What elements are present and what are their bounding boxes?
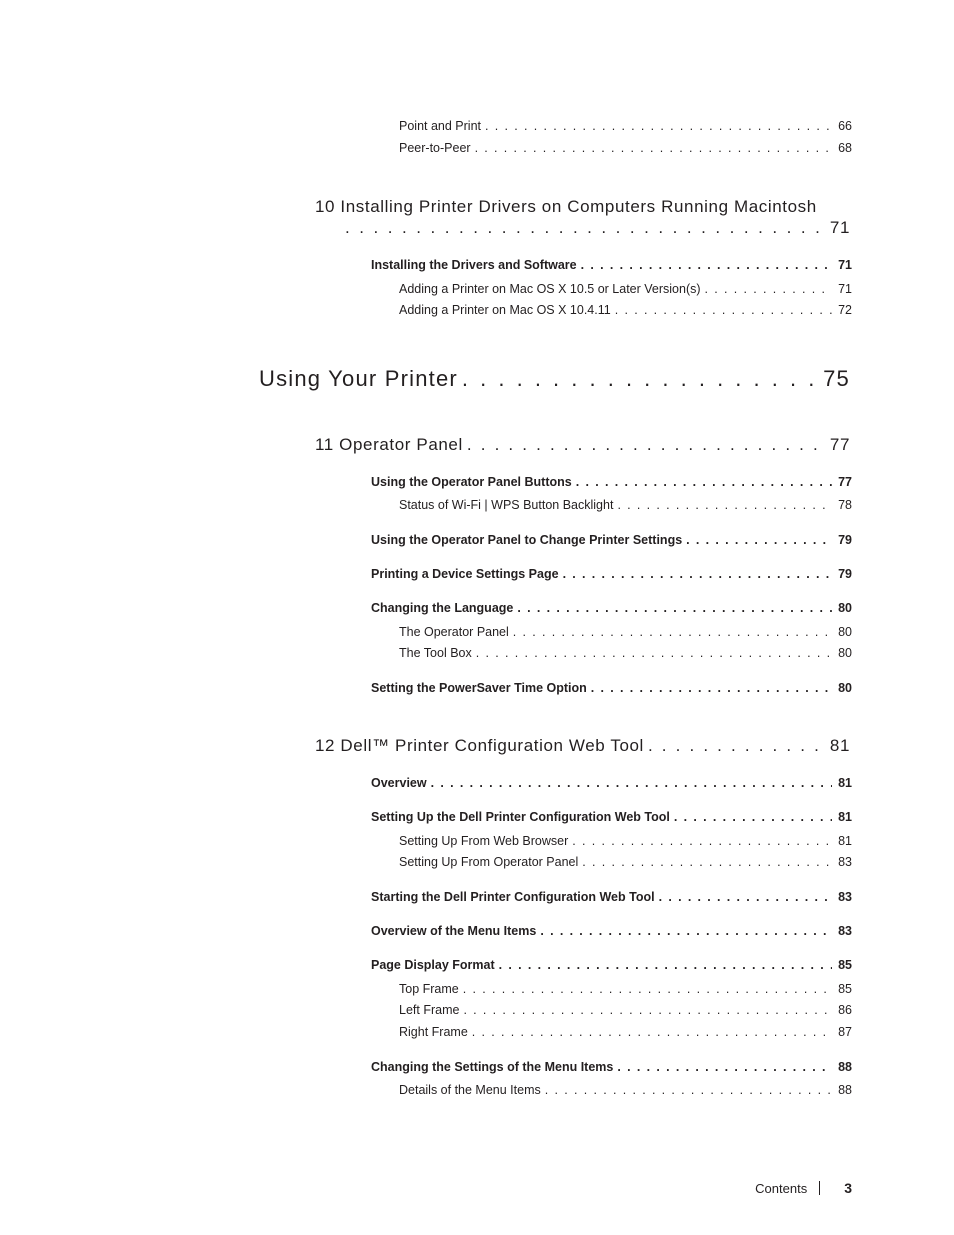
toc-entry-title: Adding a Printer on Mac OS X 10.5 or Later Version(s) (399, 282, 701, 296)
dot-leader (485, 119, 832, 133)
dot-leader (475, 141, 833, 155)
toc-entry-device-settings-page[interactable] (371, 567, 852, 581)
toc-entry-the-operator-panel[interactable] (399, 625, 852, 639)
dot-leader (648, 736, 824, 756)
toc-entry-the-tool-box[interactable] (399, 646, 852, 660)
dot-leader (617, 498, 832, 512)
toc-entry-page: 79 (838, 567, 852, 581)
toc-entry-overview-menu-items[interactable] (371, 924, 852, 938)
toc-entry-title: Printing a Device Settings Page (371, 567, 559, 581)
toc-entry-title: Using the Operator Panel Buttons (371, 475, 572, 489)
dot-leader (582, 855, 832, 869)
toc-entry-right-frame[interactable] (399, 1025, 852, 1039)
toc-entry-page: 71 (838, 258, 852, 272)
dot-leader (463, 982, 832, 996)
toc-entry-starting-web-tool[interactable] (371, 890, 852, 904)
toc-entry-page: 66 (838, 119, 852, 133)
toc-entry-title: The Tool Box (399, 646, 472, 660)
toc-entry-page: 78 (838, 498, 852, 512)
toc-entry-page: 71 (838, 282, 852, 296)
toc-entry-mac-10-5[interactable] (399, 282, 852, 296)
dot-leader (617, 1060, 832, 1074)
toc-entry-title: Setting the PowerSaver Time Option (371, 681, 587, 695)
toc-entry-wifi-backlight[interactable] (399, 498, 852, 512)
toc-entry-setting-up-web-tool[interactable] (371, 810, 852, 824)
toc-entry-changing-settings-menu-items[interactable] (371, 1060, 852, 1074)
toc-entry-page-display-format[interactable] (371, 958, 852, 972)
toc-entry-page: 88 (838, 1083, 852, 1097)
toc-entry-title: Right Frame (399, 1025, 468, 1039)
dot-leader (705, 282, 833, 296)
toc-entry-title: Setting Up From Operator Panel (399, 855, 579, 869)
dot-leader (659, 890, 833, 904)
toc-chapter-page: 81 (829, 736, 850, 755)
toc-entry-page: 77 (838, 475, 852, 489)
toc-entry-title: Setting Up the Dell Printer Configuration Web Tool (371, 810, 670, 824)
toc-chapter-10-title[interactable]: 10 Installing Printer Drivers on Computers Running Macintosh (315, 197, 817, 216)
dot-leader (540, 924, 832, 938)
toc-entry-title: Starting the Dell Printer Configuration Web Tool (371, 890, 655, 904)
toc-entry-top-frame[interactable] (399, 982, 852, 996)
toc-chapter-title: 11 Operator Panel (315, 435, 463, 454)
toc-chapter-12[interactable] (315, 736, 850, 756)
toc-entry-page: 80 (838, 601, 852, 615)
toc-entry-page: 81 (838, 810, 852, 824)
toc-entry-page: 83 (838, 924, 852, 938)
dot-leader (462, 366, 817, 392)
toc-entry-page: 80 (838, 681, 852, 695)
toc-entry-changing-language[interactable] (371, 601, 852, 615)
toc-entry-page: 80 (838, 646, 852, 660)
dot-leader (472, 1025, 832, 1039)
toc-entry-left-frame[interactable] (399, 1003, 852, 1017)
toc-entry-title: Adding a Printer on Mac OS X 10.4.11 (399, 303, 611, 317)
dot-leader (431, 776, 833, 790)
toc-entry-mac-10-4-11[interactable] (399, 303, 852, 317)
dot-leader (476, 646, 832, 660)
toc-entry-page: 85 (838, 958, 852, 972)
footer-divider (819, 1181, 820, 1195)
toc-entry-powersaver[interactable] (371, 681, 852, 695)
toc-entry-installing-drivers[interactable] (371, 258, 852, 272)
dot-leader (513, 625, 832, 639)
toc-entry-page: 85 (838, 982, 852, 996)
toc-entry-page: 79 (838, 533, 852, 547)
toc-entry-title: Top Frame (399, 982, 459, 996)
dot-leader (615, 303, 832, 317)
toc-entry-title: The Operator Panel (399, 625, 509, 639)
toc-entry-page: 86 (838, 1003, 852, 1017)
dot-leader (572, 834, 832, 848)
toc-entry-page: 87 (838, 1025, 852, 1039)
dot-leader (499, 958, 832, 972)
toc-entry-setup-operator-panel[interactable] (399, 855, 852, 869)
page-footer (755, 1180, 852, 1196)
toc-entry-overview[interactable] (371, 776, 852, 790)
toc-entry-title: Changing the Language (371, 601, 514, 615)
toc-chapter-title: 12 Dell™ Printer Configuration Web Tool (315, 736, 644, 755)
toc-entry-title: Peer-to-Peer (399, 141, 471, 155)
toc-entry-title: Left Frame (399, 1003, 460, 1017)
toc-entry-page: 83 (838, 855, 852, 869)
toc-entry-setup-web-browser[interactable] (399, 834, 852, 848)
toc-entry-title: Details of the Menu Items (399, 1083, 541, 1097)
toc-entry-title: Overview of the Menu Items (371, 924, 537, 938)
dot-leader (686, 533, 832, 547)
toc-chapter-10-leader[interactable] (345, 218, 850, 238)
footer-section-label: Contents (755, 1180, 808, 1196)
toc-chapter-11[interactable] (315, 435, 850, 455)
dot-leader (581, 258, 832, 272)
toc-entry-title: Changing the Settings of the Menu Items (371, 1060, 614, 1074)
toc-entry-title: Installing the Drivers and Software (371, 258, 577, 272)
toc-entry-title: Page Display Format (371, 958, 495, 972)
toc-part-using-your-printer[interactable] (259, 366, 850, 392)
dot-leader (563, 567, 833, 581)
toc-entry-title: Using the Operator Panel to Change Printer Settings (371, 533, 683, 547)
dot-leader (345, 218, 822, 238)
toc-entry-page: 68 (838, 141, 852, 155)
toc-entry-page: 72 (838, 303, 852, 317)
toc-entry-peer-to-peer[interactable] (399, 141, 852, 155)
dot-leader (463, 1003, 832, 1017)
toc-entry-page: 81 (838, 834, 852, 848)
toc-chapter-10-page: 71 (829, 218, 850, 237)
footer-page-number: 3 (844, 1180, 852, 1196)
dot-leader (517, 601, 832, 615)
toc-entry-page: 81 (838, 776, 852, 790)
toc-entry-page: 80 (838, 625, 852, 639)
toc-chapter-page: 77 (829, 435, 850, 454)
dot-leader (467, 435, 824, 455)
toc-entry-title: Overview (371, 776, 427, 790)
toc-entry-operator-panel-buttons[interactable] (371, 475, 852, 489)
toc-part-title: Using Your Printer (259, 366, 458, 391)
toc-entry-title: Status of Wi-Fi | WPS Button Backlight (399, 498, 614, 512)
toc-entry-page: 88 (838, 1060, 852, 1074)
toc-entry-title: Setting Up From Web Browser (399, 834, 569, 848)
toc-entry-page: 83 (838, 890, 852, 904)
toc-entry-change-printer-settings[interactable] (371, 533, 852, 547)
toc-part-page: 75 (823, 366, 850, 391)
dot-leader (591, 681, 832, 695)
dot-leader (545, 1083, 832, 1097)
toc-entry-point-and-print[interactable] (399, 119, 852, 133)
toc-entry-title: Point and Print (399, 119, 481, 133)
toc-entry-details-menu-items[interactable] (399, 1083, 852, 1097)
dot-leader (576, 475, 832, 489)
dot-leader (674, 810, 832, 824)
